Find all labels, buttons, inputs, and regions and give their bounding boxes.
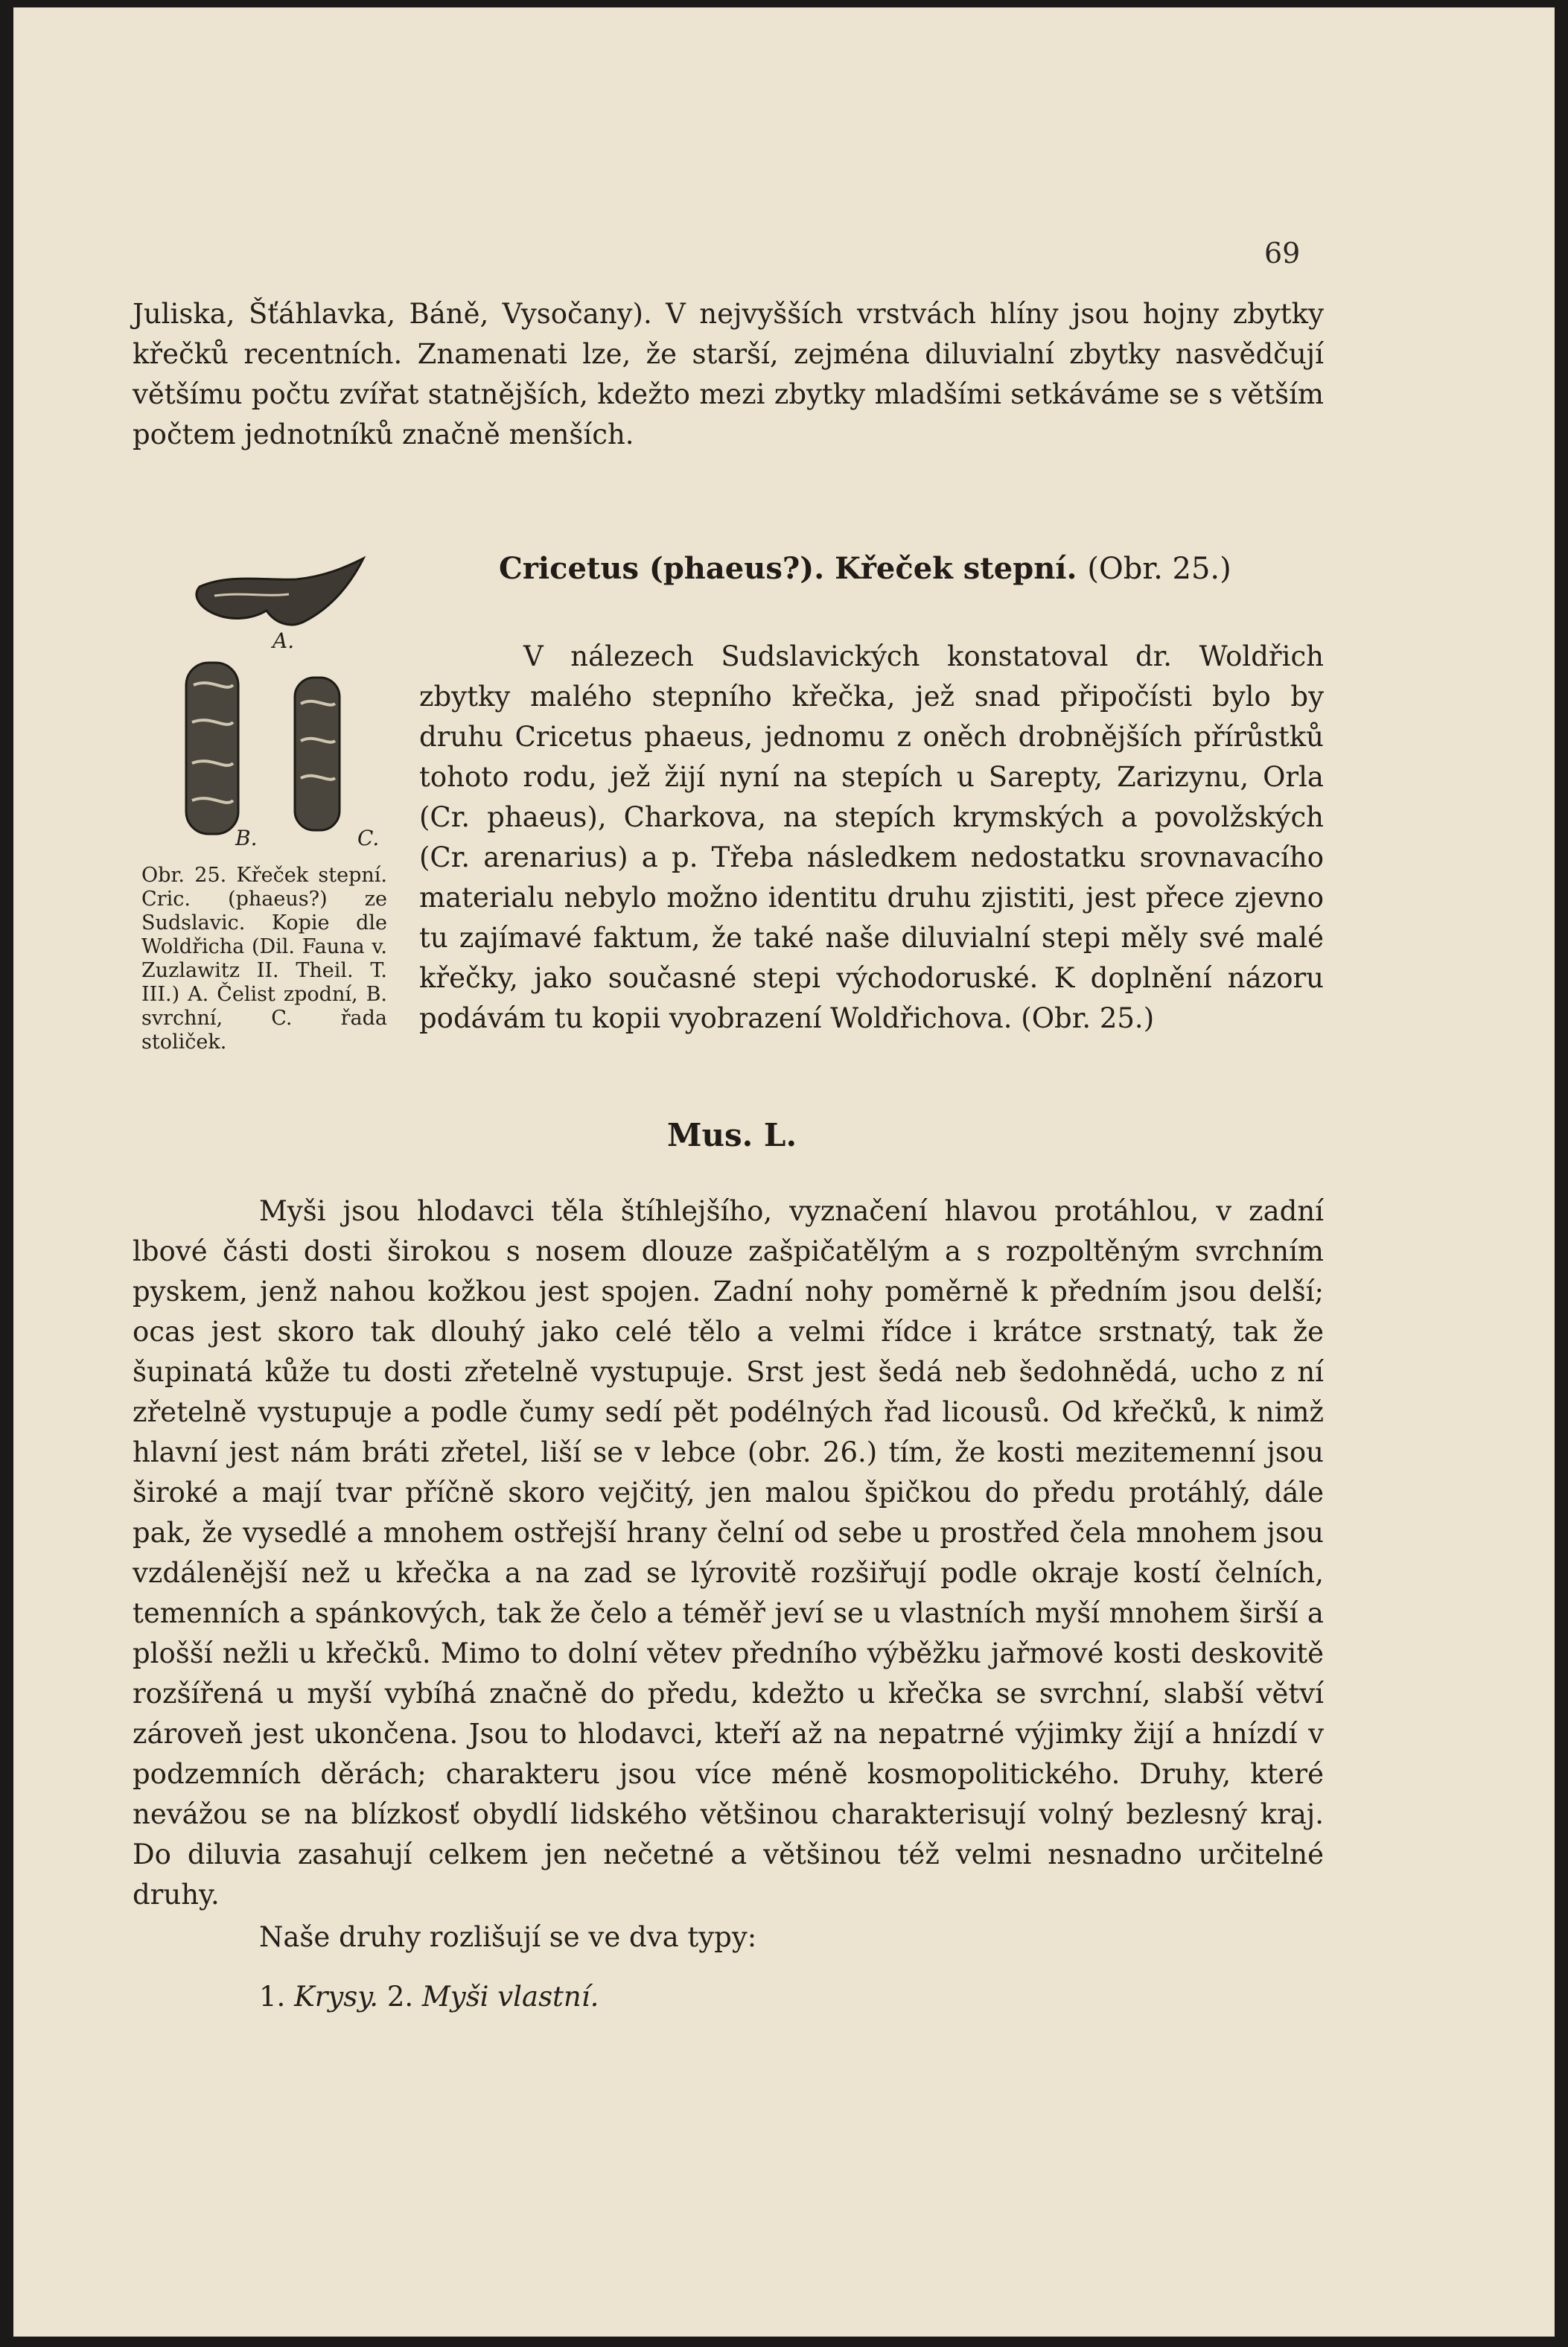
type-number-1: 1. [259,1981,286,2013]
hamster-teeth-figure [140,551,401,849]
section-title: Cricetus (phaeus?). Křeček stepní. [499,551,1077,586]
upper-teeth-drawing [186,663,238,834]
section-heading-mus: Mus. L. [667,1117,797,1153]
lower-jaw-drawing [197,558,363,625]
page-number: 69 [1264,237,1301,270]
type-item-mysi-vlastni: Myši vlastní. [421,1981,599,2013]
types-intro: Naše druhy rozlišují se ve dva typy: [259,1921,757,1953]
figure-label-c: C. [357,826,380,849]
types-list [133,1977,1324,2017]
section-figure-ref: (Obr. 25.) [1087,552,1231,586]
figure-caption: Obr. 25. Křeček stepní. Cric. (phaeus?) ze Sudslavic. Kopie dle Woldřicha (Dil. Fauna v. Zuzlawitz II. Theil. T. III.) A. Čelist zpodní, B. svrchní, C. řada stoliček. [141,864,387,1054]
section-heading-cricetus [499,551,1231,586]
molar-row-drawing [295,678,340,830]
figure-label-b: B. [235,826,258,849]
page [13,7,1555,2337]
type-number-2: 2. [386,1981,414,2013]
intro-paragraph: Juliska, Šťáhlavka, Báně, Vysočany). V nejvyšších vrstvách hlíny jsou hojny zbytky křečků recentních. Znamenati lze, že starší, zejména diluvialní zbytky nasvědčují většímu počtu zvířat statnějších, kdežto mezi zbytky mladšími setkáváme se s větším počtem jednotníků značně menších. [133,298,1324,450]
type-item-krysy: Krysy. [294,1981,379,2013]
mus-paragraph: Myši jsou hlodavci těla štíhlejšího, vyznačení hlavou protáhlou, v zadní lbové části dosti širokou s nosem dlouze zašpičatělým a s rozpoltěným svrchním pyskem, jenž nahou kožkou jest spojen. Zadní nohy poměrně k předním jsou delší; ocas jest skoro tak dlouhý jako celé tělo a velmi řídce i krátce srstnatý, tak že šupinatá kůže tu dosti zřetelně vystupuje. Srst jest šedá neb šedohnědá, ucho z ní zřetelně vystupuje a podle čumy sedí pět podélných řad licousů. Od křečků, k nimž hlavní jest nám bráti zřetel, liší se v lebce (obr. 26.) tím, že kosti mezitemenní jsou široké a mají tvar příčně skoro vejčitý, jen malou špičkou do předu protáhlý, dále pak, že vysedlé a mnohem ostřejší hrany čelní od sebe u prostřed čela mnohem jsou vzdálenější než u křečka a na zad se lýrovitě rozšiřují podle okraje kostí čelních, temenních a spánkových, tak že čelo a téměř jeví se u vlastních myší mnohem širší a plošší nežli u křečků. Mimo to dolní větev předního výběžku jařmové kosti deskovitě rozšířená u myší vybíhá značně do předu, kdežto u křečka se svrchní, slabší větví zároveň jest ukončena. Jsou to hlodavci, kteří až na nepatrné výjimky žijí a hnízdí v podzemních děrách; charakteru jsou více méně kosmopolitického. Druhy, které nevážou se na blízkosť obydlí lidského většinou charakterisují volný bezlesný kraj. Do diluvia zasahují celkem jen nečetné a většinou též velmi nesnadno určitelné druhy. [133,1195,1324,1911]
figure-label-a: A. [273,628,295,653]
cricetus-paragraph: V nálezech Sudslavických konstatoval dr. Woldřich zbytky malého stepního křečka, jež snad připočísti bylo by druhu Cricetus phaeus, jednomu z oněch drobnějších přírůstků tohoto rodu, jež žijí nyní na stepích u Sarepty, Zarizynu, Orla (Cr. phaeus), Charkova, na stepích krymských a povolžských (Cr. arenarius) a p. Třeba následkem nedostatku srovnavacího materialu nebylo možno identitu druhu zjistiti, jest přece zjevno tu zajímavé faktum, že také naše diluvialní stepi měly své malé křečky, jako současné stepi východoruské. K doplnění názoru podávám tu kopii vyobrazení Woldřichova. (Obr. 25.) [419,640,1324,1034]
